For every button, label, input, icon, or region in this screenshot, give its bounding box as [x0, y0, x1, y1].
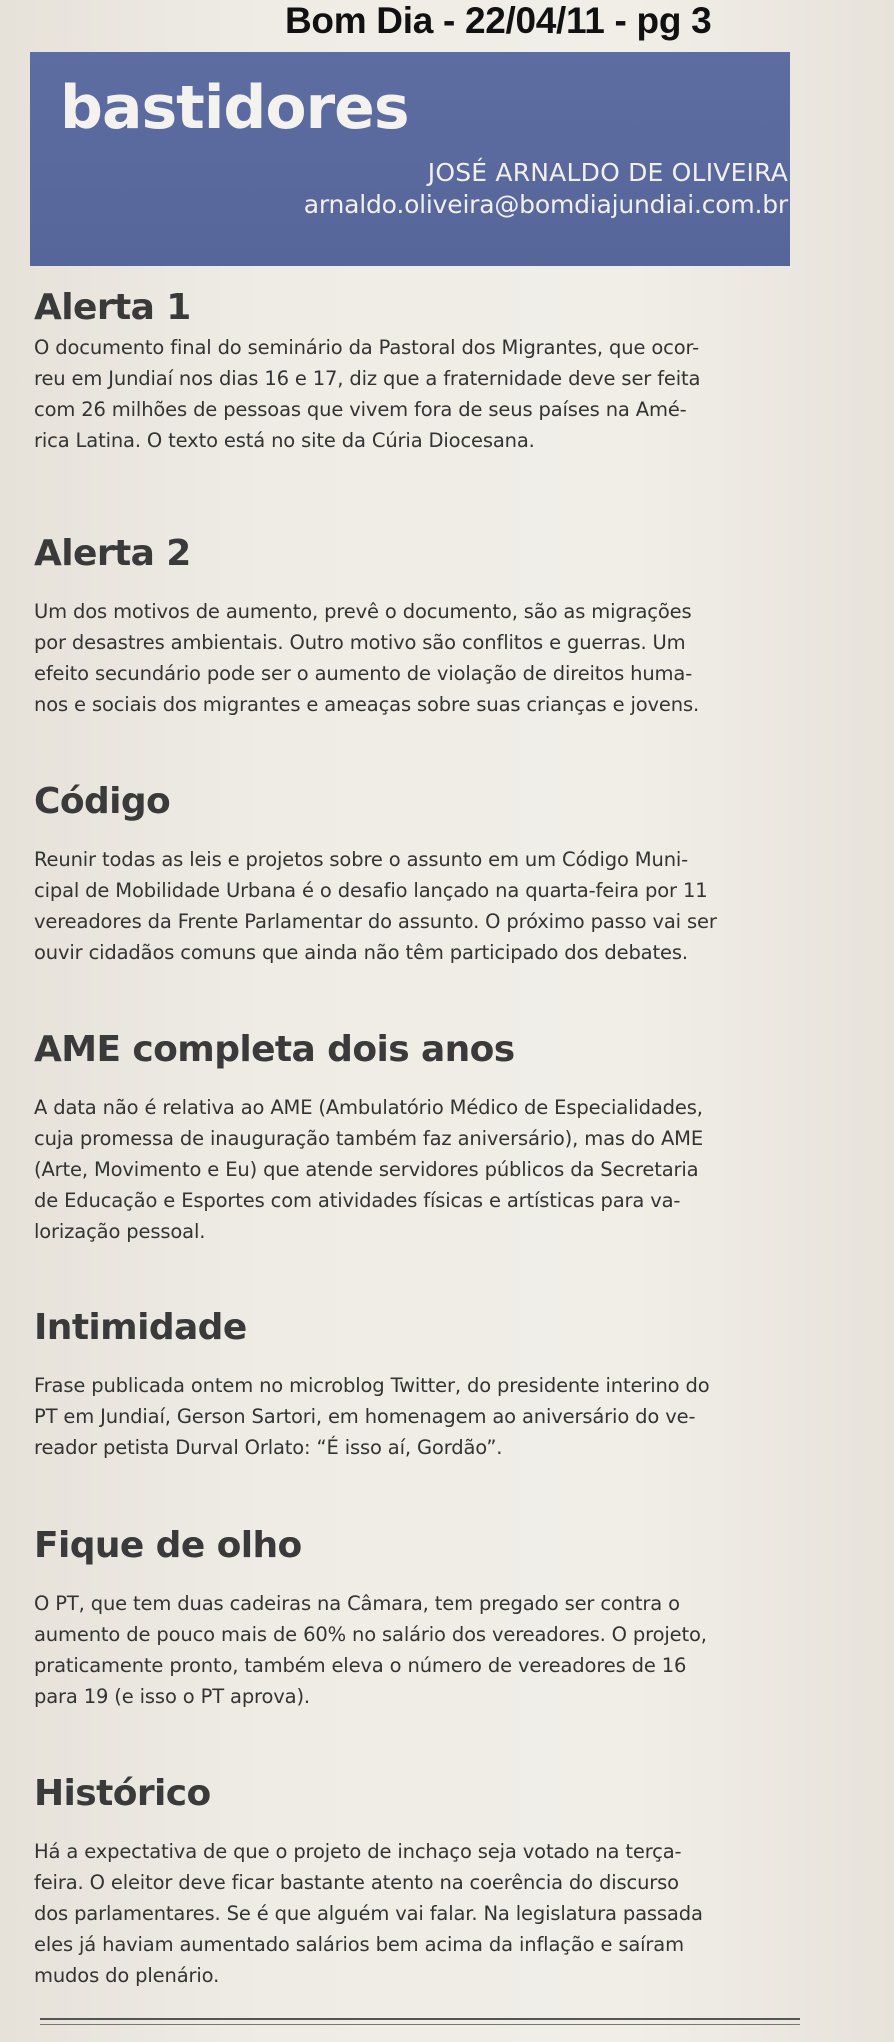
text-line: praticamente pronto, também eleva o número de vereadores de 16 — [34, 1654, 687, 1677]
text-line: eles já haviam aumentado salários bem acima da inflação e saíram — [34, 1933, 684, 1956]
section-text — [34, 1370, 802, 1463]
section-text — [34, 844, 802, 968]
section-text — [34, 596, 802, 720]
text-line: O PT, que tem duas cadeiras na Câmara, tem pregado ser contra o — [34, 1592, 680, 1615]
text-line: Há a expectativa de que o projeto de inchaço seja votado na terça- — [34, 1840, 682, 1863]
section-heading: Código — [34, 781, 171, 822]
text-line: (Arte, Movimento e Eu) que atende servidores públicos da Secretaria — [34, 1158, 699, 1181]
section-ame — [34, 1026, 802, 1247]
section-codigo — [34, 778, 802, 968]
section-historico — [34, 1770, 802, 1991]
column-email: arnaldo.oliveira@bomdiajundiai.com.br — [303, 190, 788, 219]
section-alerta-2 — [34, 530, 802, 720]
text-line: A data não é relativa ao AME (Ambulatório Médico de Especialidades, — [34, 1096, 703, 1119]
text-line: com 26 milhões de pessoas que vivem fora de seus países na Amé- — [34, 398, 687, 421]
section-heading: Histórico — [34, 1773, 211, 1814]
text-line: lorização pessoal. — [34, 1220, 206, 1243]
text-line: reador petista Durval Orlato: “É isso aí, Gordão”. — [34, 1436, 503, 1459]
text-line: cuja promessa de inauguração também faz aniversário), mas do AME — [34, 1127, 704, 1150]
section-intimidade — [34, 1304, 802, 1463]
text-line: rica Latina. O texto está no site da Cúria Diocesana. — [34, 429, 535, 452]
text-line: Reunir todas as leis e projetos sobre o assunto em um Código Muni- — [34, 848, 689, 871]
text-line: nos e sociais dos migrantes e ameaças sobre suas crianças e jovens. — [34, 693, 700, 716]
text-line: efeito secundário pode ser o aumento de violação de direitos huma- — [34, 662, 693, 685]
text-line: dos parlamentares. Se é que alguém vai falar. Na legislatura passada — [34, 1902, 703, 1925]
text-line: ouvir cidadãos comuns que ainda não têm participado dos debates. — [34, 941, 688, 964]
section-text — [34, 1092, 802, 1247]
text-line: O documento final do seminário da Pastoral dos Migrantes, que ocor- — [34, 336, 699, 359]
text-line: feira. O eleitor deve ficar bastante atento na coerência do discurso — [34, 1871, 679, 1894]
bottom-rule-thin — [40, 2024, 800, 2025]
section-text — [34, 1588, 802, 1712]
bottom-rule — [40, 2018, 800, 2020]
section-alerta-1 — [34, 284, 802, 456]
column-title: bastidores — [60, 73, 409, 143]
section-text — [34, 1836, 802, 1991]
section-heading: Alerta 2 — [34, 533, 191, 574]
text-line: aumento de pouco mais de 60% no salário dos vereadores. O projeto, — [34, 1623, 707, 1646]
section-fique-de-olho — [34, 1522, 802, 1712]
section-heading: Alerta 1 — [34, 287, 191, 328]
section-heading: Intimidade — [34, 1307, 247, 1348]
text-line: mudos do plenário. — [34, 1964, 220, 1987]
text-line: Um dos motivos de aumento, prevê o documento, são as migrações — [34, 600, 692, 623]
text-line: para 19 (e isso o PT aprova). — [34, 1685, 310, 1708]
source-reference: Bom Dia - 22/04/11 - pg 3 — [285, 0, 712, 41]
text-line: por desastres ambientais. Outro motivo são conflitos e guerras. Um — [34, 631, 686, 654]
text-line: vereadores da Frente Parlamentar do assunto. O próximo passo vai ser — [34, 910, 717, 933]
text-line: de Educação e Esportes com atividades físicas e artísticas para va- — [34, 1189, 681, 1212]
section-text — [34, 332, 802, 456]
text-line: reu em Jundiaí nos dias 16 e 17, diz que a fraternidade deve ser feita — [34, 367, 701, 390]
text-line: PT em Jundiaí, Gerson Sartori, em homenagem ao aniversário do ve- — [34, 1405, 696, 1428]
column-author: JOSÉ ARNALDO DE OLIVEIRA — [427, 158, 788, 187]
section-heading: Fique de olho — [34, 1525, 302, 1566]
section-heading: AME completa dois anos — [34, 1029, 515, 1070]
text-line: cipal de Mobilidade Urbana é o desafio lançado na quarta-feira por 11 — [34, 879, 708, 902]
column-banner — [30, 52, 790, 266]
text-line: Frase publicada ontem no microblog Twitter, do presidente interino do — [34, 1374, 710, 1397]
